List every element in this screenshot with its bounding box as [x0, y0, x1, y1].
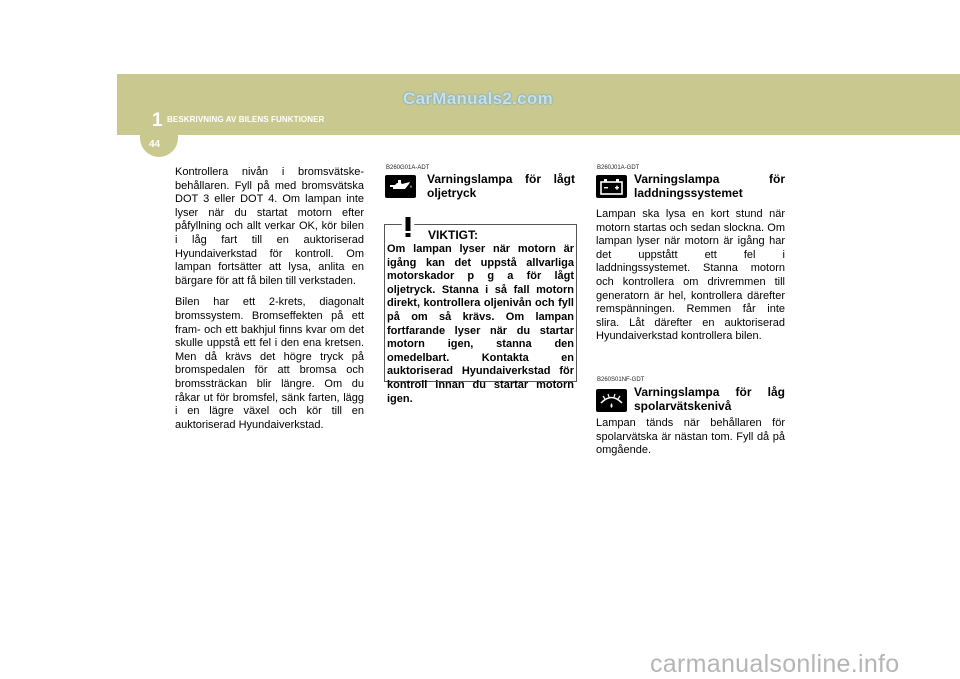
- section-code: B260J01A-GDT: [597, 165, 640, 171]
- title-line: Varningslampa för låg: [634, 385, 785, 399]
- brake-fluid-text: [175, 166, 364, 440]
- oil-can-icon: [385, 175, 416, 198]
- watermark-top-link[interactable]: CarManuals2.com: [403, 89, 553, 108]
- washer-fluid-icon: [596, 389, 627, 412]
- watermark-bottom-link[interactable]: carmanualsonline.info: [650, 650, 900, 678]
- page-number: 44: [149, 139, 161, 150]
- washer-section-text: Lampan tänds när behållaren för spolarvätska är nästan tom. Fyll då på omgående.: [596, 417, 785, 457]
- section-code: B260G01A-ADT: [386, 165, 430, 171]
- title-line: Varningslampa för: [634, 172, 785, 186]
- paragraph: Kontrollera nivån i bromsvätske-behållaren. Fyll på med bromsvätska DOT 3 eller DOT 4. Om lampan inte lyser när du startat motorn efter påfyllning och allt verkar OK, kör bilen i låg fart till en auktoriserad Hyundaiverkstad för kontroll. Om lampan fortsätter att lysa, anlita en bärgare för att få bilen till verkstaden.: [175, 166, 364, 287]
- exclamation-triangle-icon: [394, 213, 422, 244]
- chapter-number: 1: [152, 110, 163, 131]
- title-line: oljetryck: [427, 186, 477, 200]
- paragraph: Bilen har ett 2-krets, diagonalt bromssystem. Bromseffekten på ett fram- och ett bakhjul finns kvar om det skulle uppstå ett fel i den ena kretsen. Men då krävs det högre tryck på bromspedalen för att bromsa och bromssträckan blir längre. Om du råkar ut för bromsfel, sänk farten, lägg i en lägre växel och kör till en auktoriserad Hyundaiverkstad.: [175, 296, 364, 431]
- battery-icon: [596, 175, 627, 198]
- title-line: Varningslampa för lågt: [427, 172, 575, 186]
- warning-heading: VIKTIGT:: [428, 228, 478, 242]
- chapter-title: BESKRIVNING AV BILENS FUNKTIONER: [167, 115, 325, 124]
- oil-section-title: [427, 172, 575, 200]
- washer-section-title: [634, 385, 785, 413]
- warning-text: Om lampan lyser när motorn är igång kan det uppstå allvarliga motorskador p g a för lågt oljetryck. Stanna i så fall motorn direkt, kontrollera oljenivån och fyll på om så krävs. Om lampan fortfarande lyser när du startar motorn igen, stanna den omedelbart. Kontakta en auktoriserad Hyundaiverkstad för kontroll innan du startar motorn igen.: [387, 243, 574, 405]
- charge-section-text: Lampan ska lysa en kort stund när motorn startas och sedan slockna. Om lampan lyser när motorn är igång har det uppstått ett fel i laddningssystemet. Stanna motorn och kontrollera om drivremmen till generatorn är hel, kontrollera därefter remspänningen. Remmen får inte slira. Låt därefter en auktoriserad Hyundaiverkstad kontrollera bilen.: [596, 208, 785, 343]
- charge-section-title: [634, 172, 785, 200]
- title-line: spolarvätskenivå: [634, 399, 732, 413]
- title-line: laddningssystemet: [634, 186, 743, 200]
- section-code: B260S01NF-GDT: [597, 377, 645, 383]
